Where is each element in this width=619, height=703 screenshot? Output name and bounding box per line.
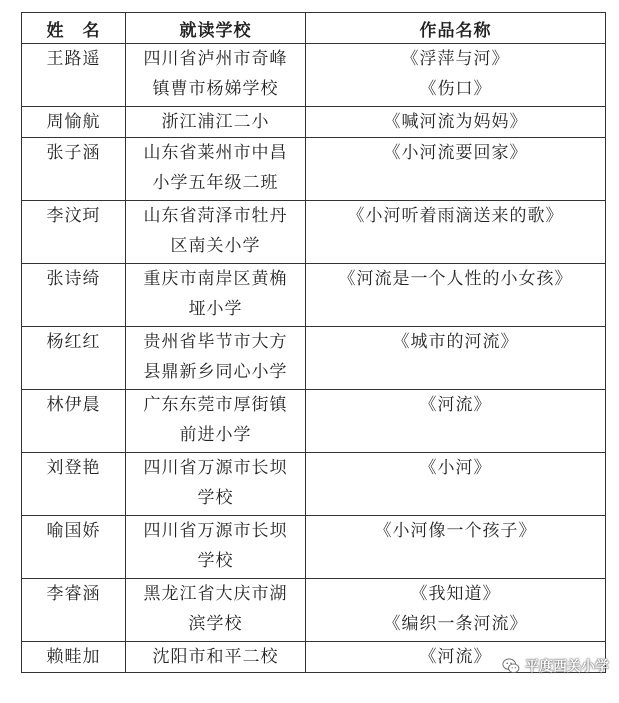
school-cell [126,642,306,673]
work-cell [306,44,606,107]
school-line: 黑龙江省大庆市湖 [143,584,288,604]
school-cell [126,390,306,453]
header-name: 姓 名 [22,13,126,44]
table-row [22,579,606,642]
school-line: 沈阳市和平二校 [152,647,279,667]
work-title: 《河流是一个人性的小女孩》 [338,269,573,289]
work-title: 《喊河流为妈妈》 [383,112,528,132]
table-row [22,44,606,107]
header-school: 就读学校 [126,13,306,44]
school-cell [126,44,306,107]
student-name: 张子涵 [22,138,126,201]
work-cell [306,264,606,327]
school-line: 四川省万源市长坝 [143,458,288,478]
table-header-row [22,13,606,44]
school-cell [126,327,306,390]
work-title: 《编织一条河流》 [383,614,528,634]
school-line: 浙江浦江二小 [161,112,270,132]
student-name: 王路遥 [22,44,126,107]
work-cell [306,107,606,138]
work-title: 《河流》 [419,395,492,415]
award-roster-table [21,12,606,673]
school-line: 四川省万源市长坝 [143,521,288,541]
school-line: 前进小学 [179,425,252,445]
table-row [22,390,606,453]
school-cell [126,201,306,264]
table-row [22,264,606,327]
work-title: 《河流》 [419,647,492,667]
school-line: 山东省莱州市中昌 [143,143,288,163]
work-cell [306,390,606,453]
work-title: 《我知道》 [410,584,501,604]
work-title: 《城市的河流》 [392,332,519,352]
school-line: 贵州省毕节市大方 [143,332,288,352]
watermark-text: 平度西关小学 [525,659,609,675]
school-line: 镇曹市杨娣学校 [152,79,279,99]
table-row [22,107,606,138]
work-cell [306,138,606,201]
work-title: 《小河像一个孩子》 [374,521,537,541]
school-line: 垭小学 [188,299,243,319]
table-row [22,327,606,390]
school-cell [126,453,306,516]
school-cell [126,516,306,579]
student-name: 赖畦加 [22,642,126,673]
school-cell [126,264,306,327]
watermark [502,653,609,679]
school-line: 小学五年级二班 [152,173,279,193]
student-name: 喻国娇 [22,516,126,579]
table-row [22,138,606,201]
table-row [22,453,606,516]
school-line: 学校 [197,488,234,508]
work-title: 《伤口》 [419,79,492,99]
student-name: 李汶珂 [22,201,126,264]
work-title: 《浮萍与河》 [401,49,510,69]
work-cell [306,327,606,390]
school-line: 区南关小学 [170,236,261,256]
school-line: 四川省泸州市奇峰 [143,49,288,69]
school-line: 广东东莞市厚街镇 [143,395,288,415]
school-cell [126,107,306,138]
work-cell [306,201,606,264]
student-name: 周愉航 [22,107,126,138]
table-row [22,516,606,579]
school-line: 重庆市南岸区黄桷 [143,269,288,289]
school-line: 滨学校 [188,614,243,634]
work-title: 《小河流要回家》 [383,143,528,163]
header-work: 作品名称 [306,13,606,44]
school-cell [126,579,306,642]
school-line: 山东省菏泽市牡丹 [143,206,288,226]
student-name: 李睿涵 [22,579,126,642]
school-cell [126,138,306,201]
student-name: 林伊晨 [22,390,126,453]
work-title: 《小河听着雨滴送来的歌》 [347,206,564,226]
student-name: 刘登艳 [22,453,126,516]
school-line: 学校 [197,551,234,571]
work-cell [306,453,606,516]
table-row [22,201,606,264]
work-cell [306,579,606,642]
work-cell [306,516,606,579]
student-name: 张诗绮 [22,264,126,327]
work-title: 《小河》 [419,458,492,478]
student-name: 杨红红 [22,327,126,390]
wechat-icon [502,657,520,675]
school-line: 县鼎新乡同心小学 [143,362,288,382]
